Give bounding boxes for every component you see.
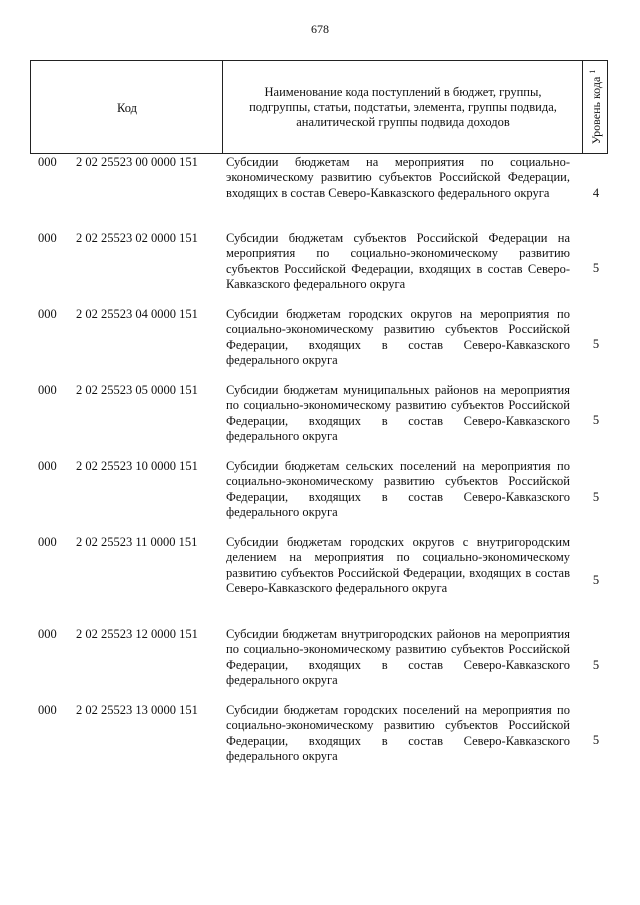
row-prefix: 000 bbox=[38, 459, 57, 473]
header-name-label: Наименование кода поступлений в бюджет, группы, подгруппы, статьи, подстатьи, элемента, группы подвида, аналитической группы подвида доходов bbox=[249, 85, 557, 129]
row-name: Субсидии бюджетам внутригородских районов на мероприятия по социально-экономическому развитию субъектов Российской Федерации, входящих в состав Северо-Кавказского федерального округа bbox=[226, 627, 570, 687]
row-name: Субсидии бюджетам сельских поселений на мероприятия по социально-экономическому развитию субъектов Российской Федерации, входящих в состав Северо-Кавказского федерального округа bbox=[226, 459, 570, 519]
row-code: 2 02 25523 04 0000 151 bbox=[76, 307, 198, 321]
header-level-label bbox=[583, 61, 609, 153]
table-header bbox=[30, 60, 608, 154]
row-name: Субсидии бюджетам городских поселений на мероприятия по социально-экономическому развитию субъектов Российской Федерации, входящих в состав Северо-Кавказского федерального округа bbox=[226, 703, 570, 763]
row-prefix: 000 bbox=[38, 155, 57, 169]
row-code: 2 02 25523 13 0000 151 bbox=[76, 703, 198, 717]
row-prefix: 000 bbox=[38, 383, 57, 397]
row-name: Субсидии бюджетам городских округов на мероприятия по социально-экономическому развитию субъектов Российской Федерации, входящих в состав Северо-Кавказского федерального округа bbox=[226, 307, 570, 367]
row-level: 5 bbox=[592, 490, 600, 504]
row-prefix: 000 bbox=[38, 627, 57, 641]
page-number: 678 bbox=[311, 22, 329, 36]
row-prefix: 000 bbox=[38, 703, 57, 717]
row-prefix: 000 bbox=[38, 231, 57, 245]
row-level: 5 bbox=[592, 573, 600, 587]
row-level: 5 bbox=[592, 337, 600, 351]
header-level-text: Уровень кода bbox=[589, 76, 603, 145]
row-code: 2 02 25523 12 0000 151 bbox=[76, 627, 198, 641]
header-code-column bbox=[30, 61, 222, 153]
row-name: Субсидии бюджетам муниципальных районов на мероприятия по социально-экономическому развитию субъектов Российской Федерации, входящих в состав Северо-Кавказского федерального округа bbox=[226, 383, 570, 443]
row-code: 2 02 25523 00 0000 151 bbox=[76, 155, 198, 169]
header-level-footnote: 1 bbox=[588, 69, 597, 74]
row-prefix: 000 bbox=[38, 307, 57, 321]
header-level-column bbox=[582, 61, 608, 153]
row-level: 5 bbox=[592, 413, 600, 427]
row-level: 5 bbox=[592, 658, 600, 672]
row-level: 5 bbox=[592, 261, 600, 275]
row-code: 2 02 25523 05 0000 151 bbox=[76, 383, 198, 397]
row-level: 4 bbox=[592, 186, 600, 200]
header-name-column bbox=[222, 61, 582, 153]
row-level: 5 bbox=[592, 733, 600, 747]
header-code-label: Код bbox=[117, 101, 137, 115]
row-name: Субсидии бюджетам городских округов с внутригородским делением на мероприятия по социально-экономическому развитию субъектов Российской Федерации, входящих в состав Северо-Кавказского федерального округа bbox=[226, 535, 570, 595]
row-code: 2 02 25523 02 0000 151 bbox=[76, 231, 198, 245]
row-name: Субсидии бюджетам субъектов Российской Федерации на мероприятия по социально-экономическому развитию субъектов Российской Федерации, входящих в состав Северо-Кавказского федерального округа bbox=[226, 231, 570, 291]
row-code: 2 02 25523 11 0000 151 bbox=[76, 535, 198, 549]
row-prefix: 000 bbox=[38, 535, 57, 549]
row-code: 2 02 25523 10 0000 151 bbox=[76, 459, 198, 473]
row-name: Субсидии бюджетам на мероприятия по социально-экономическому развитию субъектов Российской Федерации, входящих в состав Северо-Кавказского федерального округа bbox=[226, 155, 570, 200]
